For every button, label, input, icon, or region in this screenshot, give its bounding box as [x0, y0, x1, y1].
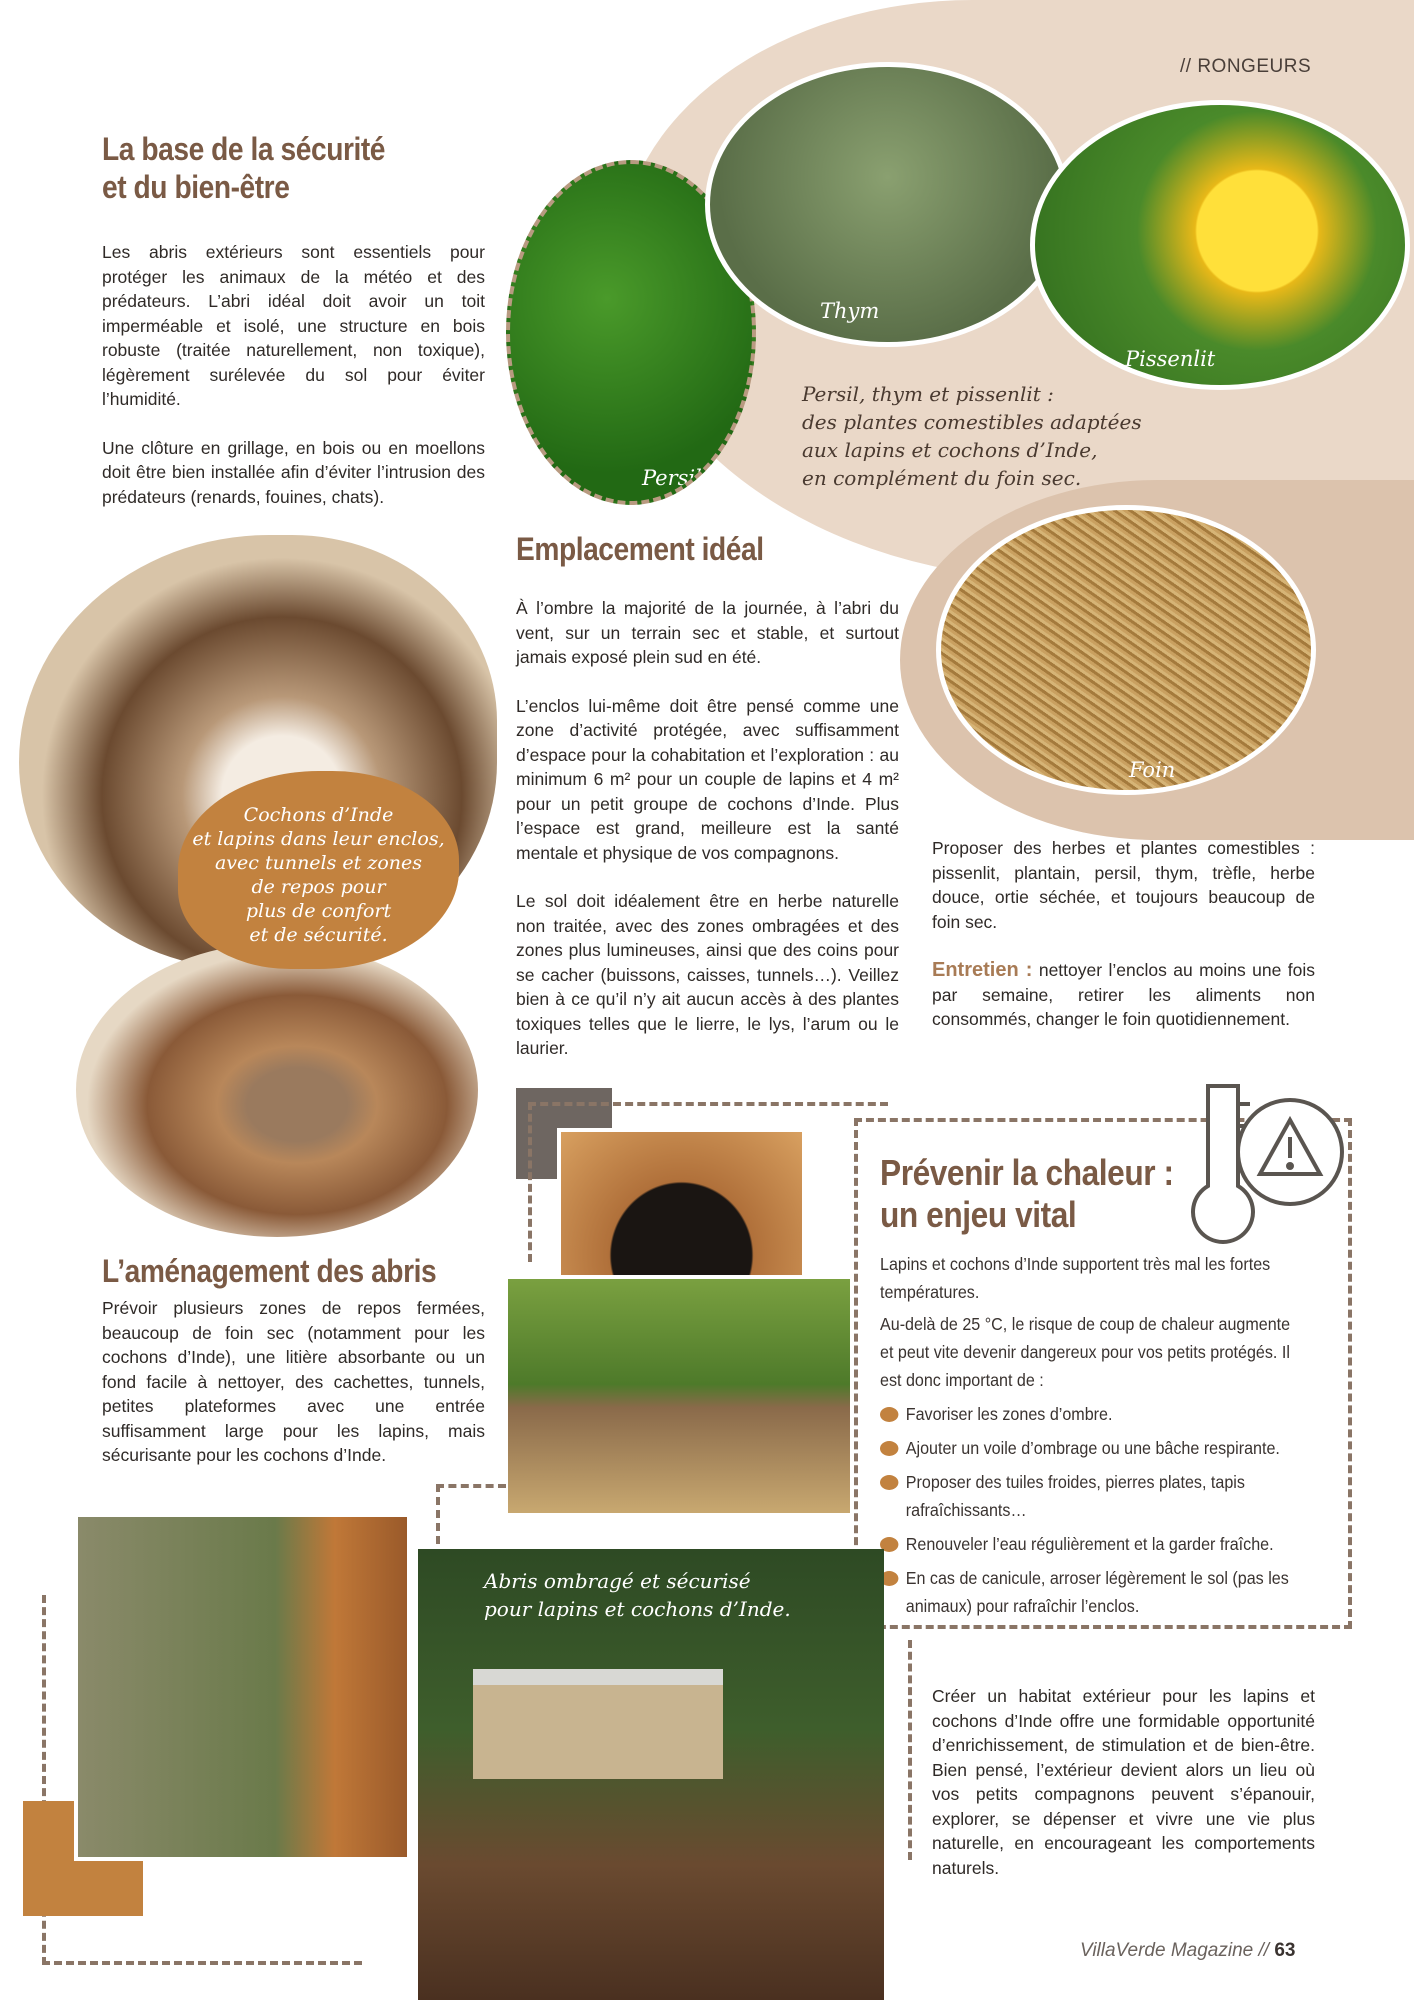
- pissenlit-label: Pissenlit: [1125, 347, 1216, 371]
- photo-caption: Abris ombragé et sécurisé pour lapins et cochons d’Inde.: [484, 1569, 791, 1621]
- paragraph: Le sol doit idéalement être en herbe naturelle non traitée, avec des zones ombragées et des zones plus lumineuses, ainsi que des coins pour se cacher (buissons, caisses, tunnels…). Veillez bien à ce qu’il n’y ait aucun accès à des plantes toxiques telles que le lierre, le lys, l’arum ou le laurier.: [516, 891, 899, 1058]
- dashed-frame: [436, 1484, 506, 1544]
- bullet-item: Renouveler l’eau régulièrement et la garder fraîche.: [880, 1530, 1294, 1558]
- paragraph: L’enclos lui-même doit être pensé comme une zone d’activité protégée, avec suffisamment d’espace pour la cohabitation et l’exploration : au minimum 6 m² pour un couple de lapins et 4 m² pour un petit groupe de cochons d’Inde. Plus l’espace est grand, meilleure est la santé mentale et physique de vos compagnons.: [516, 695, 899, 863]
- shaded-hutch-photo: [418, 1549, 884, 2000]
- section-title: L’aménagement des abris: [102, 1253, 437, 1289]
- foin-photo: [936, 505, 1316, 795]
- bullet-item: Favoriser les zones d’ombre.: [880, 1400, 1294, 1428]
- entretien-label: Entretien :: [932, 959, 1033, 981]
- section-label: // RONGEURS: [1180, 56, 1312, 77]
- dashed-frame: [908, 1640, 918, 1860]
- guinea-pigs-hutch-photo: [557, 1128, 806, 1290]
- rabbits-photo: [504, 1275, 854, 1517]
- bullet-item: En cas de canicule, arroser légèrement le sol (pas les animaux) pour rafraîchir l’enclos.: [880, 1564, 1294, 1620]
- enclosure-photo: [76, 943, 478, 1237]
- thym-label: Thym: [820, 299, 880, 323]
- plants-caption: Persil, thym et pissenlit : des plantes comestibles adaptées aux lapins et cochons d’Inde, en complément du foin sec.: [802, 382, 1142, 490]
- page-number: 63: [1274, 1940, 1296, 1961]
- foin-label: Foin: [1129, 758, 1176, 782]
- section-title: La base de la sécurité et du bien-être: [102, 131, 386, 205]
- photo-caption-badge: Cochons d’Inde et lapins dans leur enclos, avec tunnels et zones de repos pour plus de confort et de sécurité.: [178, 771, 459, 969]
- magazine-name: VillaVerde Magazine: [1080, 1940, 1254, 1961]
- bullet-item: Ajouter un voile d’ombrage ou une bâche respirante.: [880, 1434, 1294, 1462]
- paragraph: Proposer des herbes et plantes comestibles : pissenlit, plantain, persil, thym, trèfle, herbe douce, ortie séchée, et toujours beaucoup de foin sec.: [932, 838, 1315, 932]
- guinea-pigs-garden-photo: [74, 1513, 411, 1861]
- paragraph: Au-delà de 25 °C, le risque de coup de chaleur augmente et peut vite devenir dangereux pour vos petits protégés. Il est donc important de :: [880, 1314, 1291, 1390]
- persil-label: Persil: [642, 466, 702, 490]
- thermometer-warning-icon: [1190, 1082, 1345, 1252]
- section-title: Emplacement idéal: [516, 531, 764, 567]
- paragraph: À l’ombre la majorité de la journée, à l’abri du vent, sur un terrain sec et stable, et surtout jamais exposé plein sud en été.: [516, 598, 899, 667]
- thym-photo: [705, 62, 1070, 347]
- heat-title: Prévenir la chaleur : un enjeu vital: [880, 1152, 1174, 1235]
- pissenlit-photo: [1030, 100, 1410, 390]
- paragraph: Lapins et cochons d’Inde supportent très mal les fortes températures.: [880, 1254, 1271, 1302]
- bullet-item: Proposer des tuiles froides, pierres plates, tapis rafraîchissants…: [880, 1468, 1294, 1524]
- paragraph: Une clôture en grillage, en bois ou en moellons doit être bien installée afin d’éviter l’intrusion des prédateurs (renards, fouines, chats).: [102, 437, 485, 507]
- paragraph: Prévoir plusieurs zones de repos fermées, beaucoup de foin sec (notamment pour les cochons d’Inde), une litière absorbante ou un fond facile à nettoyer, des cachettes, tunnels, petites plateformes avec une entrée suffisamment large pour les lapins, mais sécurisante pour les cochons d’Inde.: [102, 1298, 485, 1465]
- page-footer: VillaVerde Magazine // 63: [1080, 1940, 1296, 1961]
- conclusion-paragraph: Créer un habitat extérieur pour les lapins et cochons d’Inde offre une formidable opportunité d’enrichissement, de stimulation et de bien-être. Bien pensé, l’extérieur devient alors un lieu où vos petits compagnons peuvent s’épanouir, explorer, se dépenser et vivre une vie plus naturelle, en encourageant les comportements naturels.: [932, 1686, 1315, 1878]
- paragraph: Les abris extérieurs sont essentiels pour protéger les animaux de la météo et des prédateurs. L’abri idéal doit avoir un toit imperméable et isolé, une structure en bois robuste (traitée naturellement, non toxique), légèrement surélevée du sol pour éviter l’humidité.: [102, 242, 485, 409]
- entretien-text: nettoyer l’enclos au moins une fois par semaine, retirer les aliments non consommés, changer le foin quotidiennement.: [932, 960, 1315, 1029]
